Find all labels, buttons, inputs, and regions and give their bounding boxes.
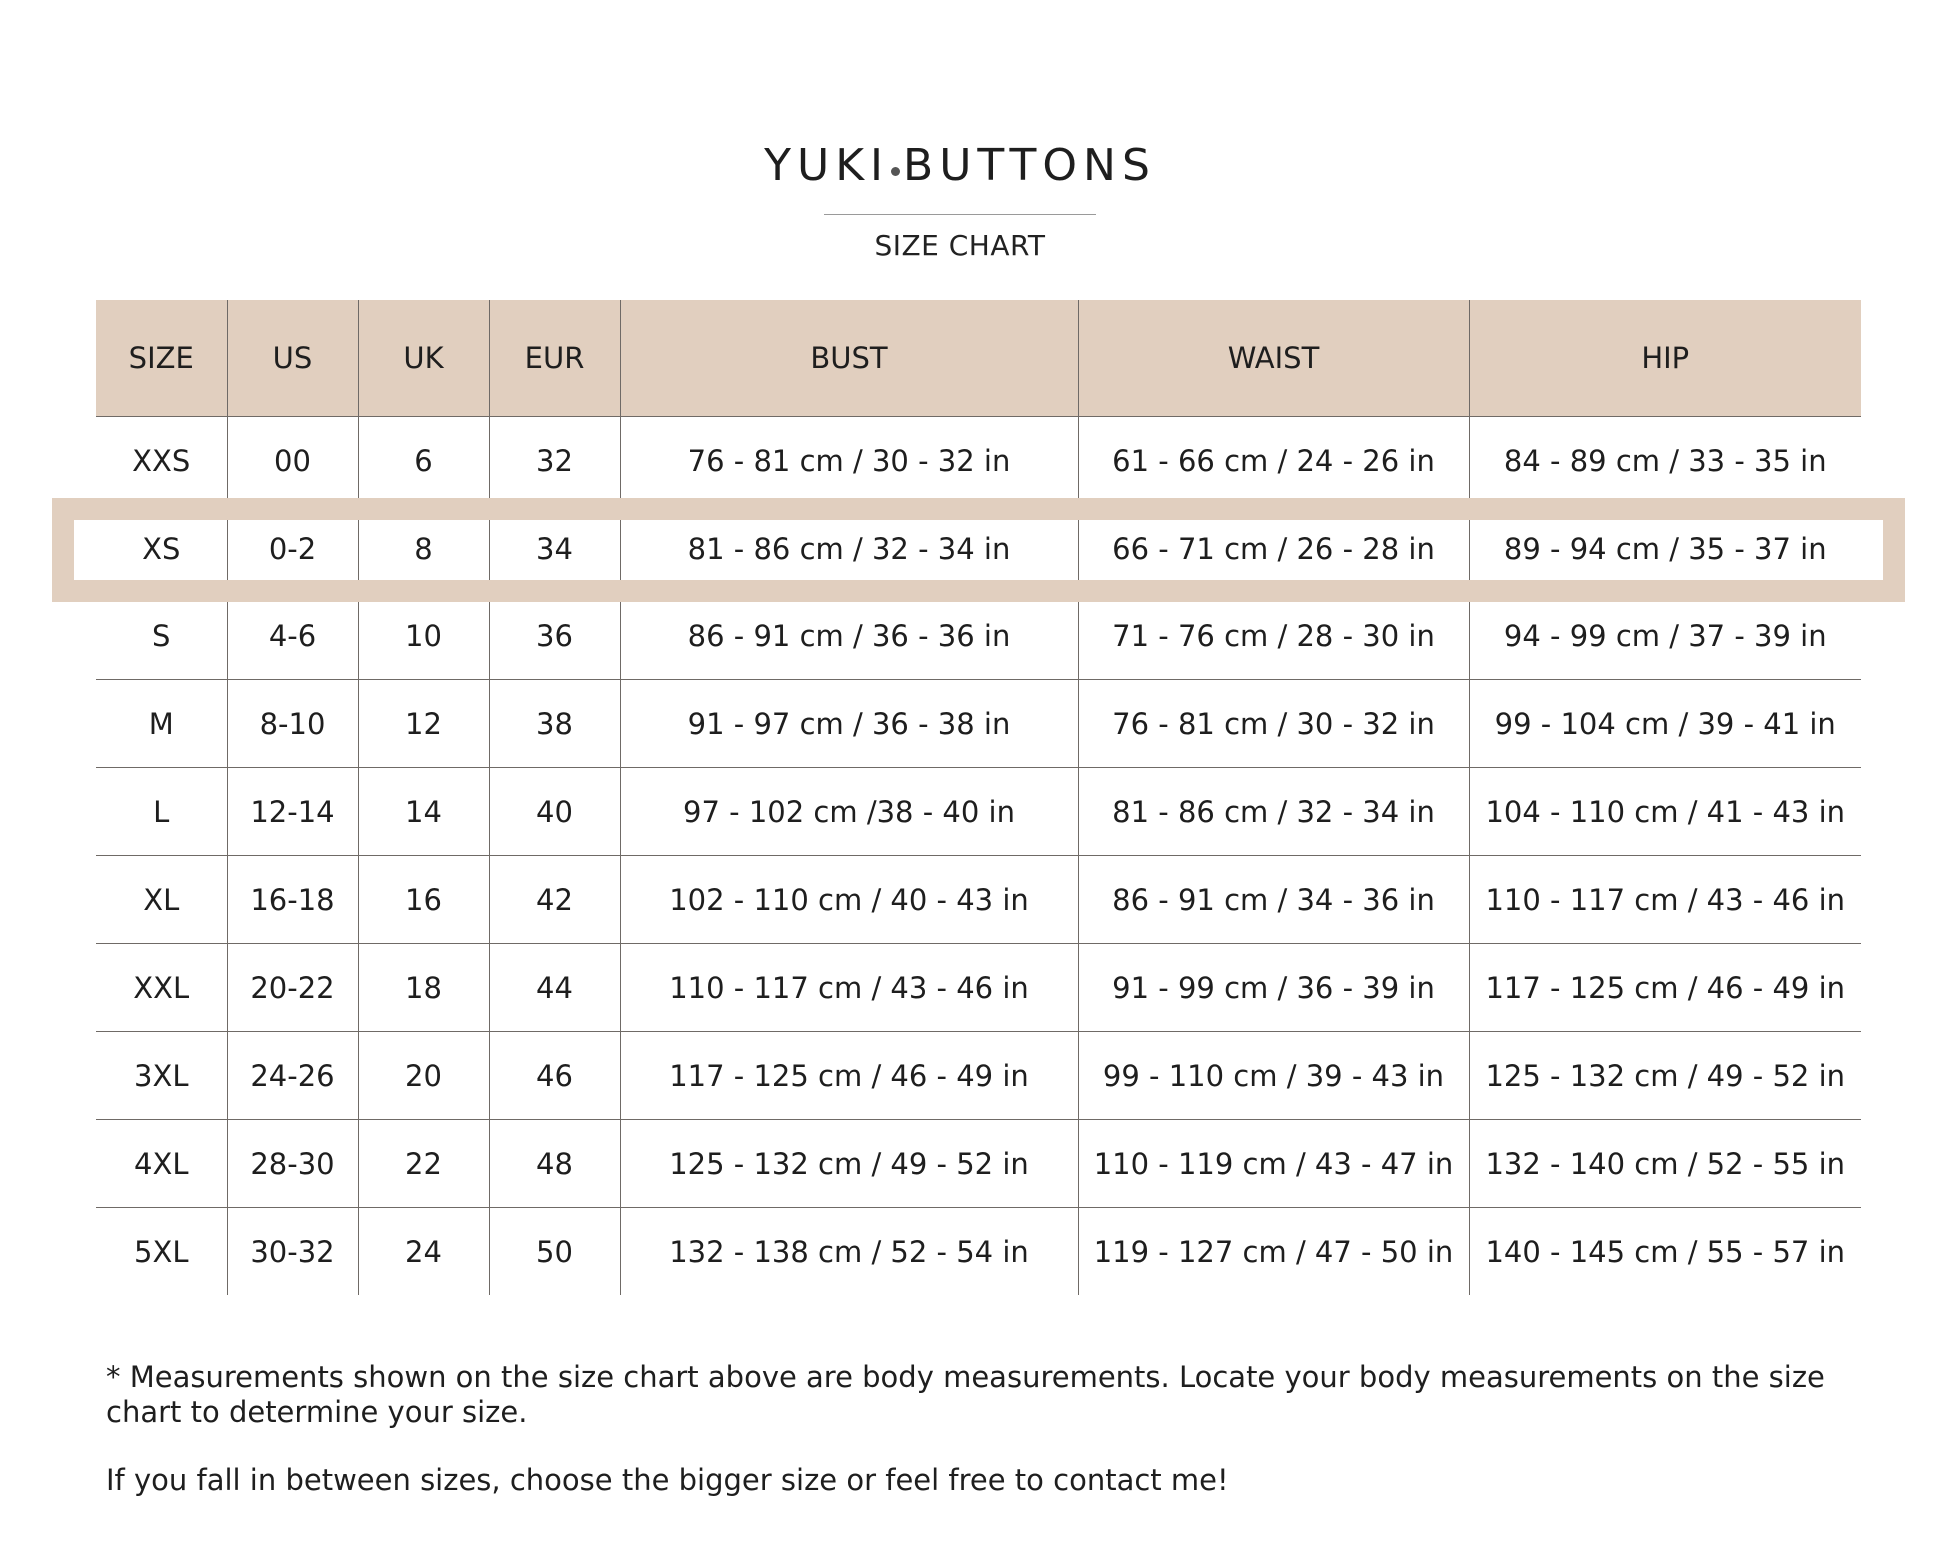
- cell-waist: 99 - 110 cm / 39 - 43 in: [1078, 1032, 1469, 1120]
- brand-name-left: YUKI: [764, 140, 890, 191]
- column-header-waist: WAIST: [1078, 300, 1469, 417]
- cell-eur: 46: [489, 1032, 620, 1120]
- cell-us: 8-10: [227, 680, 358, 768]
- size-chart-table: [96, 300, 1861, 1295]
- cell-uk: 8: [358, 505, 489, 593]
- cell-hip: 94 - 99 cm / 37 - 39 in: [1469, 592, 1861, 680]
- cell-bust: 110 - 117 cm / 43 - 46 in: [620, 944, 1078, 1032]
- fit-note: If you fall in between sizes, choose the bigger size or feel free to contact me!: [106, 1463, 1229, 1497]
- cell-waist: 71 - 76 cm / 28 - 30 in: [1078, 592, 1469, 680]
- cell-hip: 132 - 140 cm / 52 - 55 in: [1469, 1120, 1861, 1208]
- cell-eur: 32: [489, 417, 620, 505]
- cell-us: 20-22: [227, 944, 358, 1032]
- table-header-row: [96, 300, 1861, 417]
- cell-bust: 86 - 91 cm / 36 - 36 in: [620, 592, 1078, 680]
- cell-us: 0-2: [227, 505, 358, 593]
- cell-hip: 117 - 125 cm / 46 - 49 in: [1469, 944, 1861, 1032]
- cell-uk: 24: [358, 1208, 489, 1296]
- brand-logo: [0, 140, 1920, 192]
- table-row: [96, 1120, 1861, 1208]
- cell-size: S: [96, 592, 227, 680]
- cell-uk: 18: [358, 944, 489, 1032]
- cell-uk: 14: [358, 768, 489, 856]
- table-row: [96, 417, 1861, 505]
- cell-bust: 91 - 97 cm / 36 - 38 in: [620, 680, 1078, 768]
- cell-hip: 99 - 104 cm / 39 - 41 in: [1469, 680, 1861, 768]
- cell-hip: 140 - 145 cm / 55 - 57 in: [1469, 1208, 1861, 1296]
- cell-size: XS: [142, 531, 181, 566]
- cell-uk: 16: [358, 856, 489, 944]
- table-row: [96, 1208, 1861, 1296]
- cell-size: M: [96, 680, 227, 768]
- cell-eur: 44: [489, 944, 620, 1032]
- cell-bust: 81 - 86 cm / 32 - 34 in: [620, 505, 1078, 593]
- column-header-uk: UK: [358, 300, 489, 417]
- cell-size: XL: [96, 856, 227, 944]
- cell-eur: 48: [489, 1120, 620, 1208]
- cell-hip: 104 - 110 cm / 41 - 43 in: [1469, 768, 1861, 856]
- table-row: [96, 944, 1861, 1032]
- brand-divider: [824, 214, 1096, 215]
- table-row-highlighted: [96, 505, 1861, 593]
- cell-waist: 66 - 71 cm / 26 - 28 in: [1078, 505, 1469, 593]
- cell-hip: 125 - 132 cm / 49 - 52 in: [1469, 1032, 1861, 1120]
- cell-waist: 86 - 91 cm / 34 - 36 in: [1078, 856, 1469, 944]
- table-row: [96, 592, 1861, 680]
- cell-eur: 34: [489, 505, 620, 593]
- cell-size: 3XL: [96, 1032, 227, 1120]
- column-header-eur: EUR: [489, 300, 620, 417]
- cell-size: XXS: [96, 417, 227, 505]
- page-header: [0, 140, 1920, 263]
- table-row: [96, 768, 1861, 856]
- page-title: SIZE CHART: [874, 229, 1046, 262]
- cell-size: 4XL: [96, 1120, 227, 1208]
- cell-hip: 110 - 117 cm / 43 - 46 in: [1469, 856, 1861, 944]
- cell-uk: 22: [358, 1120, 489, 1208]
- brand-dot-icon: [891, 167, 900, 176]
- brand-name-right: BUTTONS: [903, 140, 1156, 191]
- cell-bust: 97 - 102 cm /38 - 40 in: [620, 768, 1078, 856]
- cell-uk: 10: [358, 592, 489, 680]
- cell-size: 5XL: [134, 1234, 189, 1269]
- cell-waist: 61 - 66 cm / 24 - 26 in: [1078, 417, 1469, 505]
- cell-eur: 40: [489, 768, 620, 856]
- cell-us: 16-18: [227, 856, 358, 944]
- cell-uk: 20: [358, 1032, 489, 1120]
- cell-bust: 132 - 138 cm / 52 - 54 in: [620, 1208, 1078, 1296]
- column-header-hip: HIP: [1469, 300, 1861, 417]
- cell-eur: 36: [489, 592, 620, 680]
- cell-waist: 81 - 86 cm / 32 - 34 in: [1078, 768, 1469, 856]
- table-row: [96, 1032, 1861, 1120]
- column-header-us: US: [227, 300, 358, 417]
- cell-bust: 76 - 81 cm / 30 - 32 in: [620, 417, 1078, 505]
- cell-us: 30-32: [227, 1208, 358, 1296]
- cell-bust: 117 - 125 cm / 46 - 49 in: [620, 1032, 1078, 1120]
- cell-us: 4-6: [227, 592, 358, 680]
- cell-us: 12-14: [227, 768, 358, 856]
- cell-us: 00: [227, 417, 358, 505]
- measurement-note: * Measurements shown on the size chart above are body measurements. Locate your body measurements on the size chart to determine your size.: [106, 1360, 1825, 1429]
- column-header-bust: BUST: [620, 300, 1078, 417]
- cell-us: 28-30: [227, 1120, 358, 1208]
- table-row: [96, 680, 1861, 768]
- cell-hip: 89 - 94 cm / 35 - 37 in: [1469, 505, 1861, 593]
- cell-hip: 84 - 89 cm / 33 - 35 in: [1469, 417, 1861, 505]
- cell-eur: 42: [489, 856, 620, 944]
- cell-bust: 102 - 110 cm / 40 - 43 in: [620, 856, 1078, 944]
- cell-size: XXL: [96, 944, 227, 1032]
- notes-section: [106, 1360, 1876, 1498]
- cell-uk: 12: [358, 680, 489, 768]
- cell-uk: 6: [358, 417, 489, 505]
- cell-eur: 38: [489, 680, 620, 768]
- cell-waist: 91 - 99 cm / 36 - 39 in: [1078, 944, 1469, 1032]
- cell-size: L: [96, 768, 227, 856]
- cell-waist: 119 - 127 cm / 47 - 50 in: [1078, 1208, 1469, 1296]
- cell-us: 24-26: [227, 1032, 358, 1120]
- cell-eur: 50: [489, 1208, 620, 1296]
- table-row: [96, 856, 1861, 944]
- cell-bust: 125 - 132 cm / 49 - 52 in: [620, 1120, 1078, 1208]
- column-header-size: SIZE: [96, 300, 227, 417]
- cell-waist: 110 - 119 cm / 43 - 47 in: [1078, 1120, 1469, 1208]
- cell-waist: 76 - 81 cm / 30 - 32 in: [1078, 680, 1469, 768]
